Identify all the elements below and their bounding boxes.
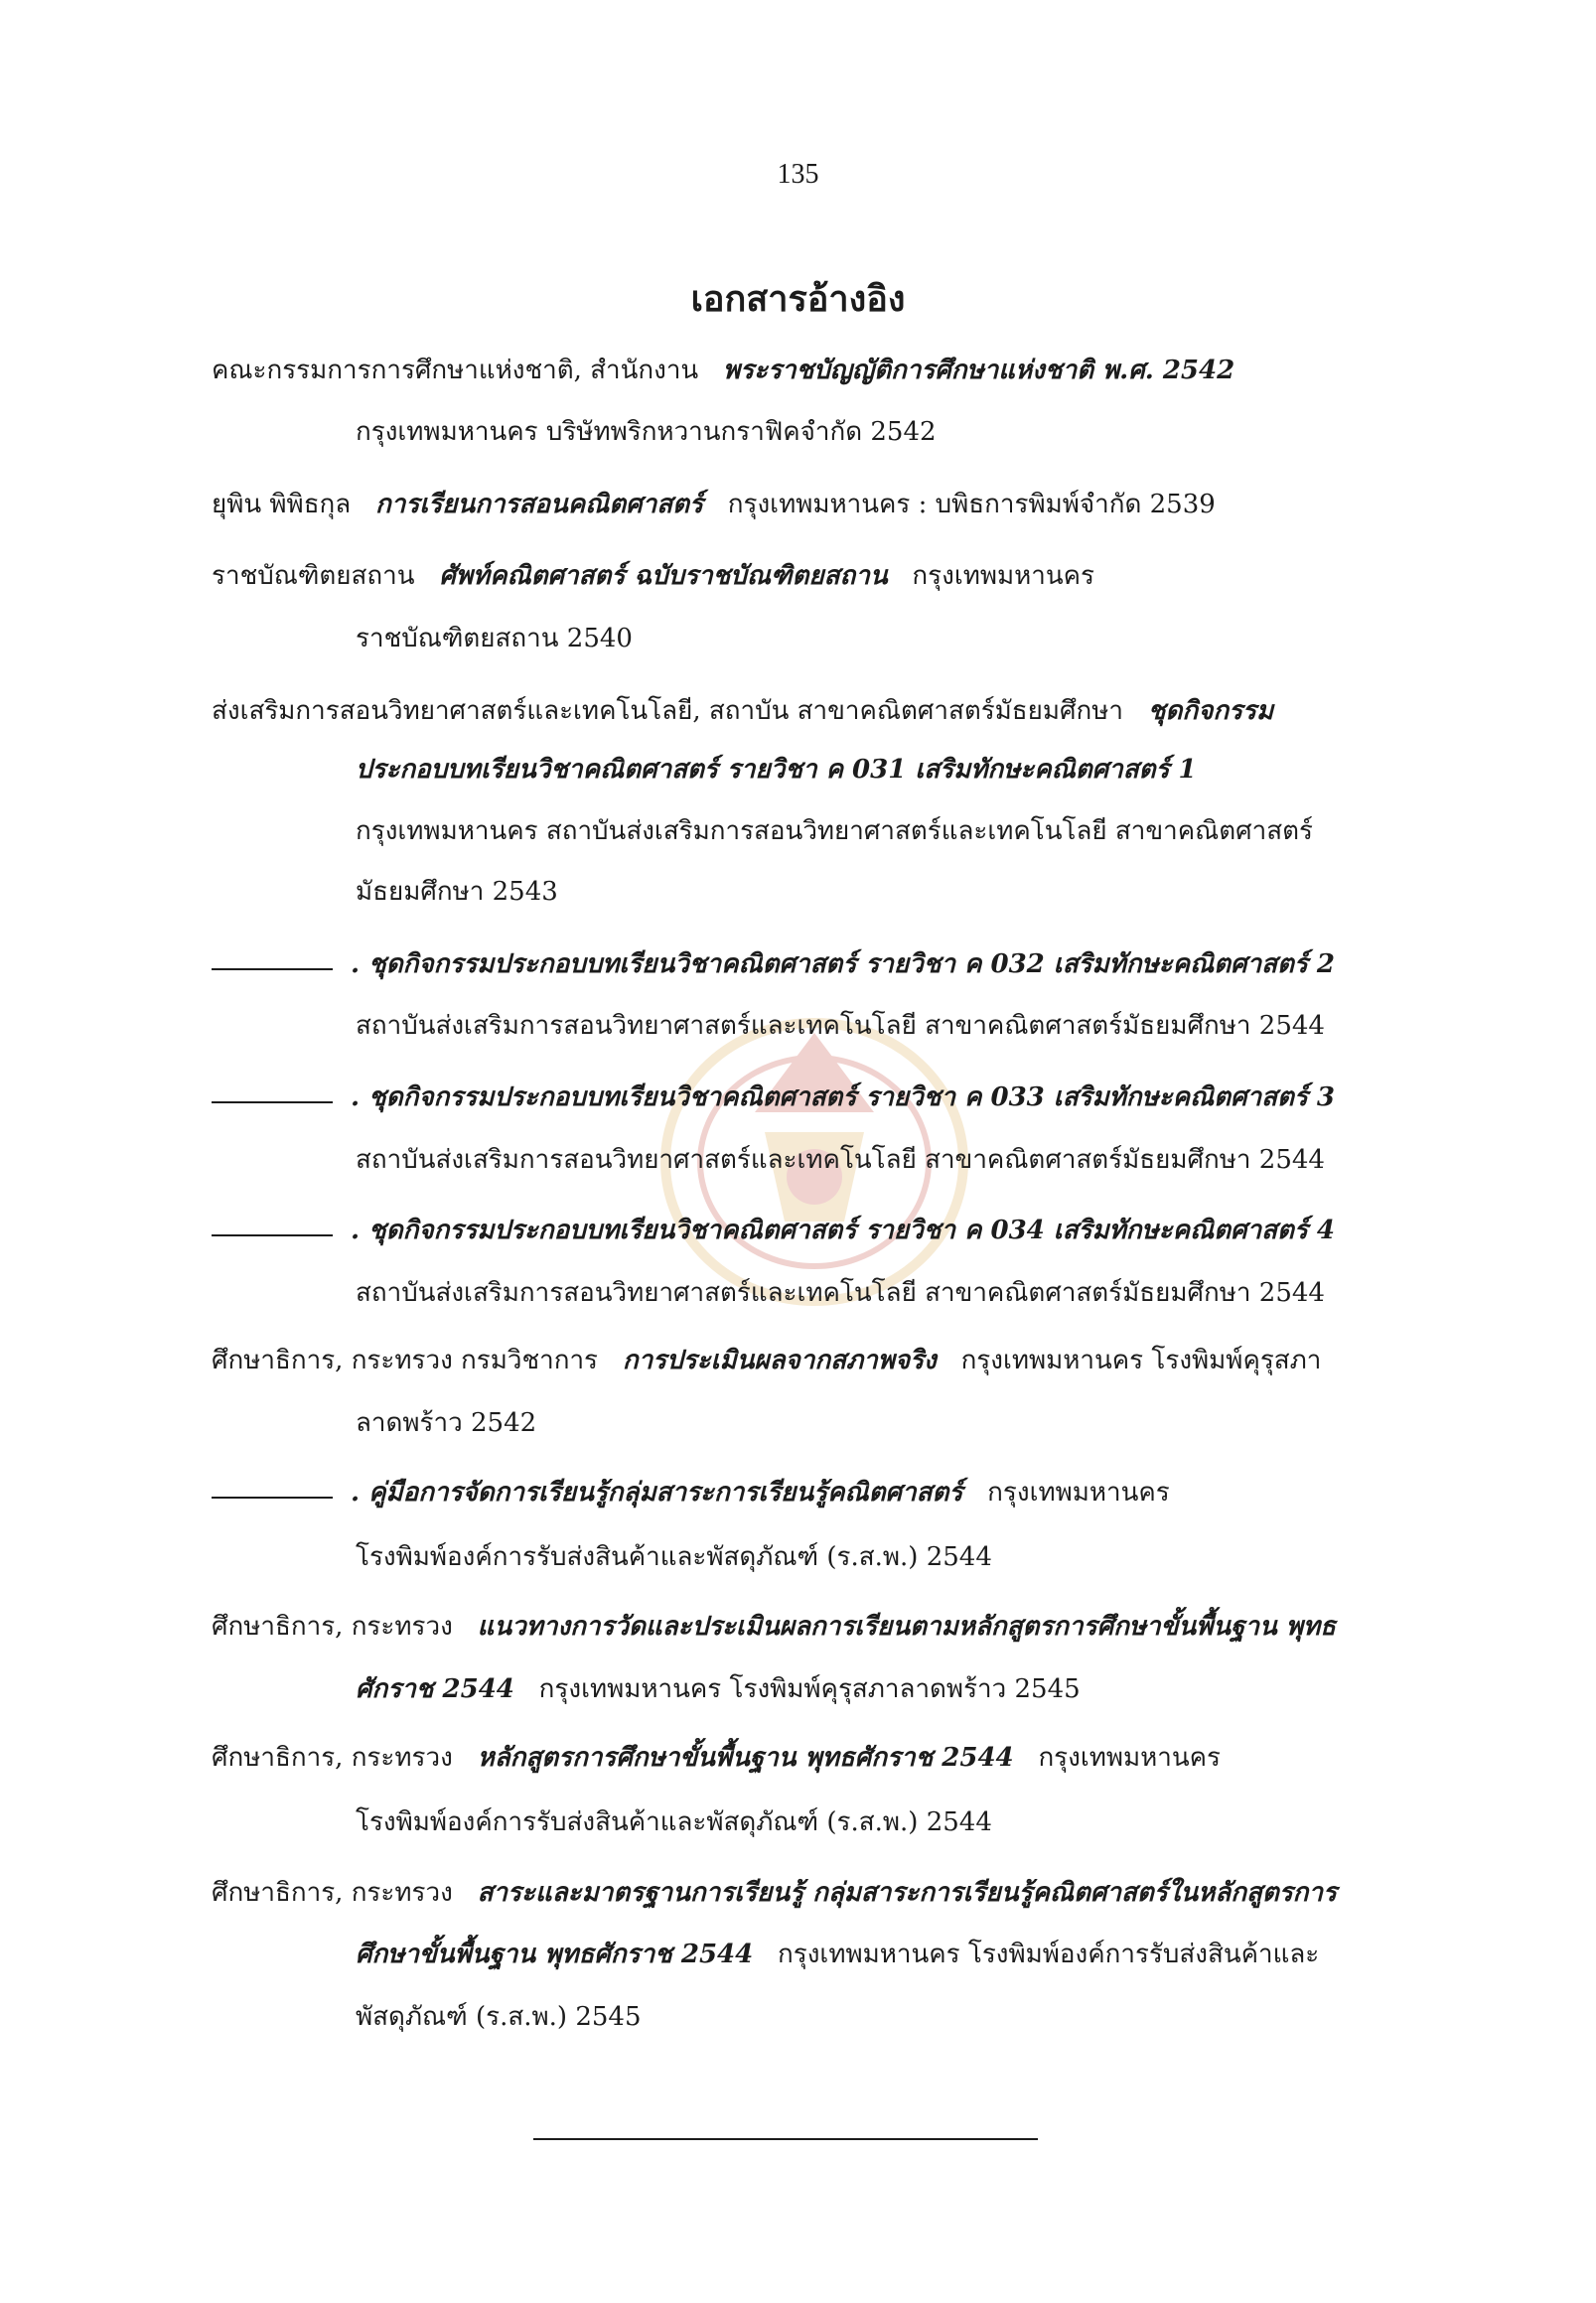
ref-publisher: กรุงเทพมหานคร โรงพิมพ์คุรุสภาลาดพร้าว 2545 — [538, 1674, 1081, 1704]
ref-publisher: กรุงเทพมหานคร — [912, 561, 1094, 591]
reference-4-line-2 — [356, 757, 1197, 783]
reference-7-line-2 — [356, 1280, 1325, 1306]
ref-publisher: โรงพิมพ์องค์การรับส่งสินค้าและพัสดุภัณฑ์ (ร.ส.พ.) 2544 — [356, 1807, 992, 1837]
reference-2-line-1 — [212, 492, 1216, 517]
ref-title: . ชุดกิจกรรมประกอบบทเรียนวิชาคณิตศาสตร์ รายวิชา ค 032 เสริมทักษะคณิตศาสตร์ 2 — [351, 949, 1336, 979]
ref-title: . คู่มือการจัดการเรียนรู้กลุ่มสาระการเรียนรู้คณิตศาสตร์ — [351, 1478, 963, 1508]
ref-author: ยุพิน พิพิธกุล — [212, 490, 352, 519]
reference-4-line-4 — [356, 879, 558, 905]
reference-3-line-2 — [356, 626, 633, 651]
ref-author: ศึกษาธิการ, กระทรวง — [212, 1878, 453, 1908]
reference-5-line-1 — [212, 951, 1335, 977]
reference-12-line-3 — [356, 2004, 642, 2030]
reference-4-line-1 — [212, 698, 1273, 724]
reference-1-line-1 — [212, 358, 1234, 383]
ref-title: แนวทางการวัดและประเมินผลการเรียนตามหลักสูตรการศึกษาขั้นพื้นฐาน พุทธ — [477, 1612, 1336, 1642]
reference-11-line-1 — [212, 1745, 1221, 1771]
page-number: 135 — [777, 159, 819, 190]
reference-6-line-1 — [212, 1084, 1335, 1110]
reference-5-line-2 — [356, 1013, 1325, 1039]
reference-4-line-3 — [356, 818, 1313, 844]
ref-title: ศัพท์คณิตศาสตร์ ฉบับราชบัณฑิตยสถาน — [439, 561, 888, 591]
ref-publisher: กรุงเทพมหานคร : บพิธการพิมพ์จำกัด 2539 — [727, 490, 1216, 519]
ref-publisher: กรุงเทพมหานคร — [987, 1478, 1170, 1508]
reference-3-line-1 — [212, 563, 1094, 589]
reference-10-line-1 — [212, 1614, 1336, 1640]
ref-title: . ชุดกิจกรรมประกอบบทเรียนวิชาคณิตศาสตร์ รายวิชา ค 034 เสริมทักษะคณิตศาสตร์ 4 — [351, 1216, 1336, 1245]
ref-publisher: สถาบันส่งเสริมการสอนวิทยาศาสตร์และเทคโนโลยี สาขาคณิตศาสตร์มัธยมศึกษา 2544 — [356, 1011, 1325, 1041]
reference-12-line-2 — [356, 1942, 1319, 1967]
ref-publisher: พัสดุภัณฑ์ (ร.ส.พ.) 2545 — [356, 2002, 642, 2032]
ref-publisher: สถาบันส่งเสริมการสอนวิทยาศาสตร์และเทคโนโลยี สาขาคณิตศาสตร์มัธยมศึกษา 2544 — [356, 1145, 1325, 1175]
ref-publisher: กรุงเทพมหานคร โรงพิมพ์องค์การรับส่งสินค้าและ — [778, 1940, 1320, 1969]
ref-publisher: กรุงเทพมหานคร บริษัทพริกหวานกราฟิคจำกัด 2542 — [356, 417, 937, 447]
reference-1-line-2 — [356, 419, 937, 445]
ref-title: พระราชบัญญัติการศึกษาแห่งชาติ พ.ศ. 2542 — [723, 356, 1235, 385]
ref-title: ศึกษาขั้นพื้นฐาน พุทธศักราช 2544 — [356, 1940, 754, 1969]
ref-publisher: โรงพิมพ์องค์การรับส่งสินค้าและพัสดุภัณฑ์ (ร.ส.พ.) 2544 — [356, 1542, 992, 1572]
ref-author: ศึกษาธิการ, กระทรวง กรมวิชาการ — [212, 1346, 599, 1375]
reference-6-line-2 — [356, 1147, 1325, 1173]
ref-title: สาระและมาตรฐานการเรียนรู้ กลุ่มสาระการเรียนรู้คณิตศาสตร์ในหลักสูตรการ — [477, 1878, 1337, 1908]
author-repeat-dash — [212, 1234, 333, 1236]
ref-title: ประกอบบทเรียนวิชาคณิตศาสตร์ รายวิชา ค 031 เสริมทักษะคณิตศาสตร์ 1 — [356, 755, 1197, 785]
page-title: เอกสารอ้างอิง — [690, 278, 906, 320]
reference-7-line-1 — [212, 1218, 1335, 1243]
ref-author: ศึกษาธิการ, กระทรวง — [212, 1612, 453, 1642]
ref-publisher: ลาดพร้าว 2542 — [356, 1408, 537, 1438]
ref-publisher: กรุงเทพมหานคร โรงพิมพ์คุรุสภา — [960, 1346, 1322, 1375]
author-repeat-dash — [212, 1101, 333, 1103]
reference-9-line-2 — [356, 1544, 992, 1570]
reference-8-line-1 — [212, 1348, 1321, 1373]
ref-publisher: กรุงเทพมหานคร สถาบันส่งเสริมการสอนวิทยาศาสตร์และเทคโนโลยี สาขาคณิตศาสตร์ — [356, 816, 1313, 846]
ref-author: ส่งเสริมการสอนวิทยาศาสตร์และเทคโนโลยี, สถาบัน สาขาคณิตศาสตร์มัธยมศึกษา — [212, 696, 1124, 726]
reference-8-line-2 — [356, 1410, 536, 1436]
author-repeat-dash — [212, 1497, 333, 1499]
ref-publisher: มัธยมศึกษา 2543 — [356, 877, 558, 907]
ref-publisher: กรุงเทพมหานคร — [1038, 1743, 1222, 1773]
reference-11-line-2 — [356, 1809, 992, 1835]
ref-title: การเรียนการสอนคณิตศาสตร์ — [375, 490, 703, 519]
ref-author: คณะกรรมการการศึกษาแห่งชาติ, สำนักงาน — [212, 356, 699, 385]
ref-publisher: สถาบันส่งเสริมการสอนวิทยาศาสตร์และเทคโนโลยี สาขาคณิตศาสตร์มัธยมศึกษา 2544 — [356, 1278, 1325, 1308]
reference-9-line-1 — [212, 1480, 1170, 1506]
ref-author: ศึกษาธิการ, กระทรวง — [212, 1743, 453, 1773]
ref-title: การประเมินผลจากสภาพจริง — [622, 1346, 937, 1375]
ref-author: ราชบัณฑิตยสถาน — [212, 561, 415, 591]
end-rule-divider — [533, 2138, 1038, 2140]
ref-title: ชุดกิจกรรม — [1147, 696, 1274, 726]
ref-title: หลักสูตรการศึกษาขั้นพื้นฐาน พุทธศักราช 2544 — [477, 1743, 1014, 1773]
ref-title: ศักราช 2544 — [356, 1674, 514, 1704]
reference-10-line-2 — [356, 1676, 1081, 1702]
reference-12-line-1 — [212, 1880, 1337, 1906]
ref-title: . ชุดกิจกรรมประกอบบทเรียนวิชาคณิตศาสตร์ รายวิชา ค 033 เสริมทักษะคณิตศาสตร์ 3 — [351, 1082, 1336, 1112]
author-repeat-dash — [212, 968, 333, 970]
ref-publisher: ราชบัณฑิตยสถาน 2540 — [356, 624, 633, 653]
